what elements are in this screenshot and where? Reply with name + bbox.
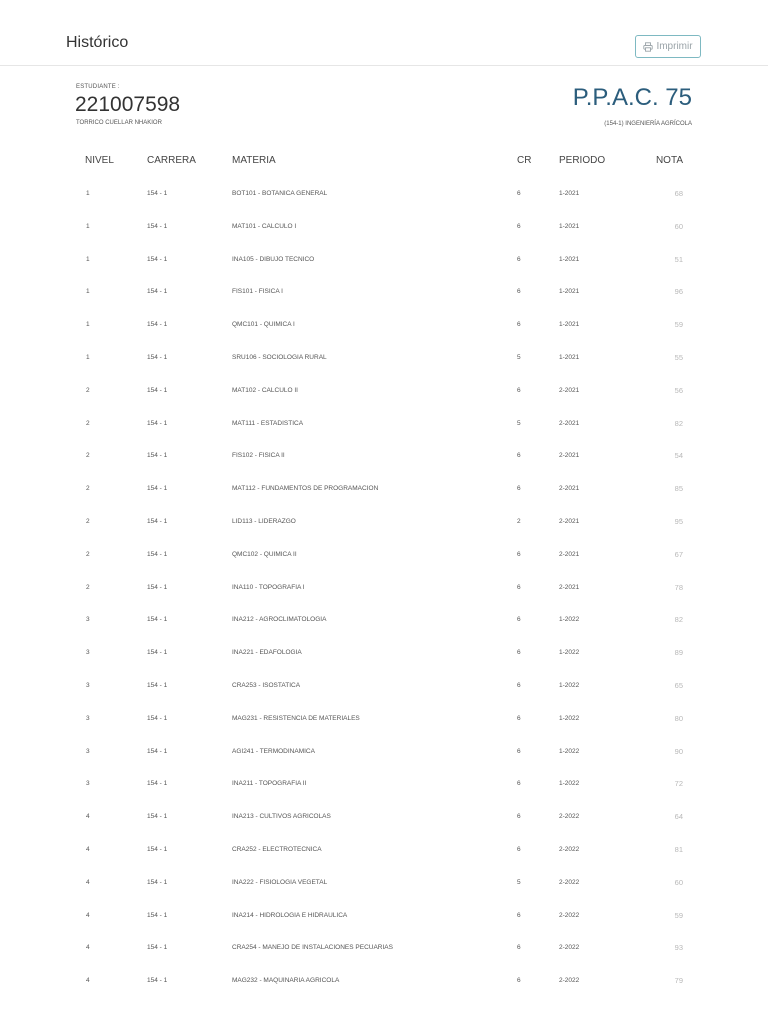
cell-materia: BOT101 - BOTANICA GENERAL [232, 190, 328, 197]
cell-carrera: 154 - 1 [147, 354, 168, 361]
page-header [0, 0, 768, 66]
cell-nota: 68 [674, 189, 683, 198]
table-row [0, 190, 768, 223]
table-row [0, 354, 768, 387]
cell-nota: 90 [674, 746, 683, 756]
cell-materia: CRA254 - MANEJO DE INSTALACIONES PECUARIAS [232, 944, 393, 952]
cell-nota: 56 [674, 385, 683, 395]
cell-periodo: 1-2021 [559, 222, 580, 230]
ppac-score: P.P.A.C. 75 [572, 84, 692, 111]
cell-cr: 2 [517, 518, 521, 525]
cell-nivel: 4 [86, 813, 90, 821]
cell-cr: 6 [517, 813, 521, 821]
cell-periodo: 2-2021 [559, 583, 580, 591]
cell-materia: INA222 - FISIOLOGIA VEGETAL [232, 878, 328, 886]
cell-nota: 79 [674, 976, 683, 986]
cell-materia: MAT111 - ESTADISTICA [232, 419, 304, 427]
cell-carrera: 154 - 1 [147, 714, 168, 722]
cell-nota: 60 [674, 221, 683, 231]
cell-nota: 72 [674, 779, 683, 789]
cell-materia: CRA253 - ISOSTATICA [232, 682, 301, 689]
cell-materia: INA212 - AGROCLIMATOLOGIA [232, 616, 327, 624]
table-row [0, 256, 768, 289]
table-row [0, 715, 768, 748]
cell-periodo: 2-2022 [559, 846, 580, 853]
cell-periodo: 1-2022 [559, 682, 580, 689]
cell-nivel: 1 [86, 321, 90, 329]
cell-nota: 60 [674, 877, 683, 887]
cell-carrera: 154 - 1 [147, 222, 168, 230]
cell-materia: AGI241 - TERMODINAMICA [232, 747, 315, 755]
cell-nota: 64 [674, 812, 683, 822]
table-row [0, 485, 768, 518]
column-header-periodo: PERIODO [559, 155, 606, 166]
cell-materia: INA213 - CULTIVOS AGRICOLAS [232, 813, 331, 821]
cell-nivel: 4 [86, 944, 90, 952]
cell-nivel: 2 [86, 583, 90, 591]
cell-cr: 6 [517, 485, 521, 493]
cell-cr: 6 [517, 747, 521, 755]
cell-carrera: 154 - 1 [147, 288, 168, 296]
cell-periodo: 1-2021 [559, 354, 580, 361]
cell-nota: 80 [674, 713, 683, 723]
table-row [0, 682, 768, 715]
cell-materia: MAG232 - MAQUINARIA AGRICOLA [232, 977, 340, 985]
cell-periodo: 2-2021 [559, 386, 580, 394]
cell-nota: 54 [674, 451, 683, 461]
cell-materia: MAT101 - CALCULO I [232, 222, 297, 230]
cell-carrera: 154 - 1 [147, 878, 168, 886]
cell-cr: 6 [517, 583, 521, 591]
cell-cr: 6 [517, 977, 521, 985]
table-row [0, 452, 768, 485]
print-button[interactable] [635, 35, 701, 58]
cell-nivel: 3 [86, 714, 90, 722]
cell-carrera: 154 - 1 [147, 944, 168, 952]
cell-nivel: 3 [86, 616, 90, 624]
cell-periodo: 2-2022 [559, 813, 580, 821]
career-name: (154-1) INGENIERÍA AGRÍCOLA [604, 121, 692, 127]
cell-carrera: 154 - 1 [147, 452, 168, 460]
cell-materia: INA211 - TOPOGRAFIA II [232, 780, 307, 788]
cell-nivel: 4 [86, 911, 90, 919]
cell-nivel: 3 [86, 780, 90, 788]
table-row [0, 420, 768, 453]
cell-materia: MAT112 - FUNDAMENTOS DE PROGRAMACION [232, 485, 379, 493]
cell-nivel: 2 [86, 452, 90, 460]
cell-materia: INA105 - DIBUJO TECNICO [232, 255, 315, 263]
table-row [0, 288, 768, 321]
cell-nota: 85 [674, 484, 683, 494]
column-header-carrera: CARRERA [147, 155, 196, 166]
cell-nota: 81 [674, 845, 683, 854]
page-title: Histórico [66, 34, 129, 51]
cell-carrera: 154 - 1 [147, 485, 168, 493]
table-row [0, 584, 768, 617]
cell-cr: 6 [517, 714, 521, 722]
cell-nivel: 1 [86, 222, 90, 230]
cell-nota: 89 [674, 648, 683, 658]
cell-materia: INA110 - TOPOGRAFIA I [232, 583, 305, 591]
table-row [0, 944, 768, 977]
cell-nota: 67 [674, 549, 683, 559]
cell-materia: SRU106 - SOCIOLOGIA RURAL [232, 354, 327, 361]
cell-nivel: 4 [86, 846, 90, 853]
table-row [0, 780, 768, 813]
cell-periodo: 1-2021 [559, 321, 580, 329]
cell-periodo: 1-2022 [559, 714, 580, 722]
cell-cr: 6 [517, 386, 521, 394]
cell-carrera: 154 - 1 [147, 321, 168, 329]
cell-periodo: 1-2022 [559, 616, 580, 624]
cell-carrera: 154 - 1 [147, 616, 168, 624]
table-row [0, 616, 768, 649]
table-row [0, 321, 768, 354]
cell-nota: 96 [674, 287, 683, 297]
table-row [0, 518, 768, 551]
cell-cr: 6 [517, 452, 521, 460]
cell-periodo: 1-2022 [559, 780, 580, 788]
cell-periodo: 2-2021 [559, 452, 580, 460]
cell-cr: 5 [517, 419, 521, 427]
cell-cr: 6 [517, 649, 521, 657]
cell-nota: 55 [674, 353, 683, 362]
cell-carrera: 154 - 1 [147, 518, 168, 525]
cell-cr: 6 [517, 255, 521, 263]
cell-cr: 6 [517, 550, 521, 558]
cell-cr: 6 [517, 616, 521, 624]
cell-cr: 5 [517, 878, 521, 886]
table-row [0, 977, 768, 1010]
print-button-label: Imprimir [656, 41, 693, 52]
cell-carrera: 154 - 1 [147, 550, 168, 558]
cell-nota: 65 [674, 681, 683, 690]
cell-nivel: 2 [86, 518, 90, 525]
cell-cr: 6 [517, 944, 521, 952]
cell-nota: 59 [674, 320, 683, 330]
cell-materia: LID113 - LIDERAZGO [232, 518, 296, 525]
cell-carrera: 154 - 1 [147, 977, 168, 985]
cell-carrera: 154 - 1 [147, 386, 168, 394]
cell-nivel: 2 [86, 485, 90, 493]
student-label: ESTUDIANTE : [76, 84, 120, 90]
table-row [0, 846, 768, 879]
cell-nivel: 1 [86, 354, 90, 361]
cell-periodo: 2-2021 [559, 518, 580, 525]
cell-periodo: 2-2022 [559, 944, 580, 952]
cell-nivel: 1 [86, 190, 90, 197]
cell-nivel: 2 [86, 419, 90, 427]
student-name: TORRICO CUELLAR NHAKIOR [76, 120, 162, 126]
cell-materia: CRA252 - ELECTROTECNICA [232, 846, 322, 853]
cell-carrera: 154 - 1 [147, 846, 168, 853]
cell-nivel: 3 [86, 682, 90, 689]
cell-carrera: 154 - 1 [147, 780, 168, 788]
cell-cr: 6 [517, 682, 521, 689]
cell-periodo: 2-2021 [559, 485, 580, 493]
cell-periodo: 1-2021 [559, 288, 580, 296]
cell-nota: 82 [674, 418, 683, 428]
cell-carrera: 154 - 1 [147, 813, 168, 821]
column-header-nota: NOTA [655, 155, 683, 166]
cell-carrera: 154 - 1 [147, 747, 168, 755]
cell-materia: MAG231 - RESISTENCIA DE MATERIALES [232, 714, 360, 722]
column-header-materia: MATERIA [232, 155, 276, 166]
cell-nota: 82 [674, 615, 683, 625]
cell-materia: QMC101 - QUIMICA I [232, 321, 295, 329]
cell-nivel: 4 [86, 977, 90, 985]
cell-nivel: 2 [86, 550, 90, 558]
cell-carrera: 154 - 1 [147, 682, 168, 689]
column-header-nivel: NIVEL [85, 155, 114, 166]
cell-nota: 78 [674, 582, 683, 592]
cell-carrera: 154 - 1 [147, 190, 168, 197]
cell-nivel: 4 [86, 878, 90, 886]
cell-nivel: 3 [86, 747, 90, 755]
cell-cr: 6 [517, 288, 521, 296]
cell-cr: 6 [517, 222, 521, 230]
cell-materia: FIS101 - FISICA I [232, 288, 283, 296]
cell-carrera: 154 - 1 [147, 911, 168, 919]
table-row [0, 748, 768, 781]
table-row [0, 879, 768, 912]
cell-nivel: 2 [86, 386, 90, 394]
cell-cr: 6 [517, 846, 521, 853]
cell-cr: 5 [517, 354, 521, 361]
cell-periodo: 2-2022 [559, 977, 580, 985]
cell-materia: INA221 - EDAFOLOGIA [232, 649, 302, 657]
cell-carrera: 154 - 1 [147, 649, 168, 657]
table-row [0, 551, 768, 584]
cell-nivel: 3 [86, 649, 90, 657]
cell-cr: 6 [517, 780, 521, 788]
cell-nota: 59 [674, 910, 683, 920]
cell-periodo: 2-2021 [559, 419, 580, 427]
cell-periodo: 1-2022 [559, 649, 580, 657]
cell-carrera: 154 - 1 [147, 419, 168, 427]
column-header-cr: CR [517, 155, 532, 166]
table-row [0, 387, 768, 420]
cell-materia: INA214 - HIDROLOGIA E HIDRAULICA [232, 911, 348, 919]
table-row [0, 912, 768, 945]
cell-materia: FIS102 - FISICA II [232, 452, 285, 460]
table-row [0, 649, 768, 682]
cell-nota: 93 [674, 943, 683, 953]
cell-nota: 51 [674, 254, 683, 264]
cell-periodo: 1-2021 [559, 255, 580, 263]
cell-carrera: 154 - 1 [147, 583, 168, 591]
cell-periodo: 2-2022 [559, 878, 580, 886]
cell-periodo: 1-2022 [559, 747, 580, 755]
table-row [0, 813, 768, 846]
cell-nivel: 1 [86, 255, 90, 263]
cell-carrera: 154 - 1 [147, 255, 168, 263]
cell-periodo: 2-2022 [559, 911, 580, 919]
cell-nivel: 1 [86, 288, 90, 296]
cell-materia: MAT102 - CALCULO II [232, 386, 298, 394]
cell-periodo: 1-2021 [559, 190, 580, 197]
cell-cr: 6 [517, 190, 521, 197]
cell-cr: 6 [517, 321, 521, 329]
cell-periodo: 2-2021 [559, 550, 580, 558]
cell-cr: 6 [517, 911, 521, 919]
printer-icon [643, 42, 653, 52]
table-row [0, 223, 768, 256]
cell-materia: QMC102 - QUIMICA II [232, 550, 297, 558]
student-id: 221007598 [75, 93, 181, 116]
cell-nota: 95 [674, 517, 683, 526]
